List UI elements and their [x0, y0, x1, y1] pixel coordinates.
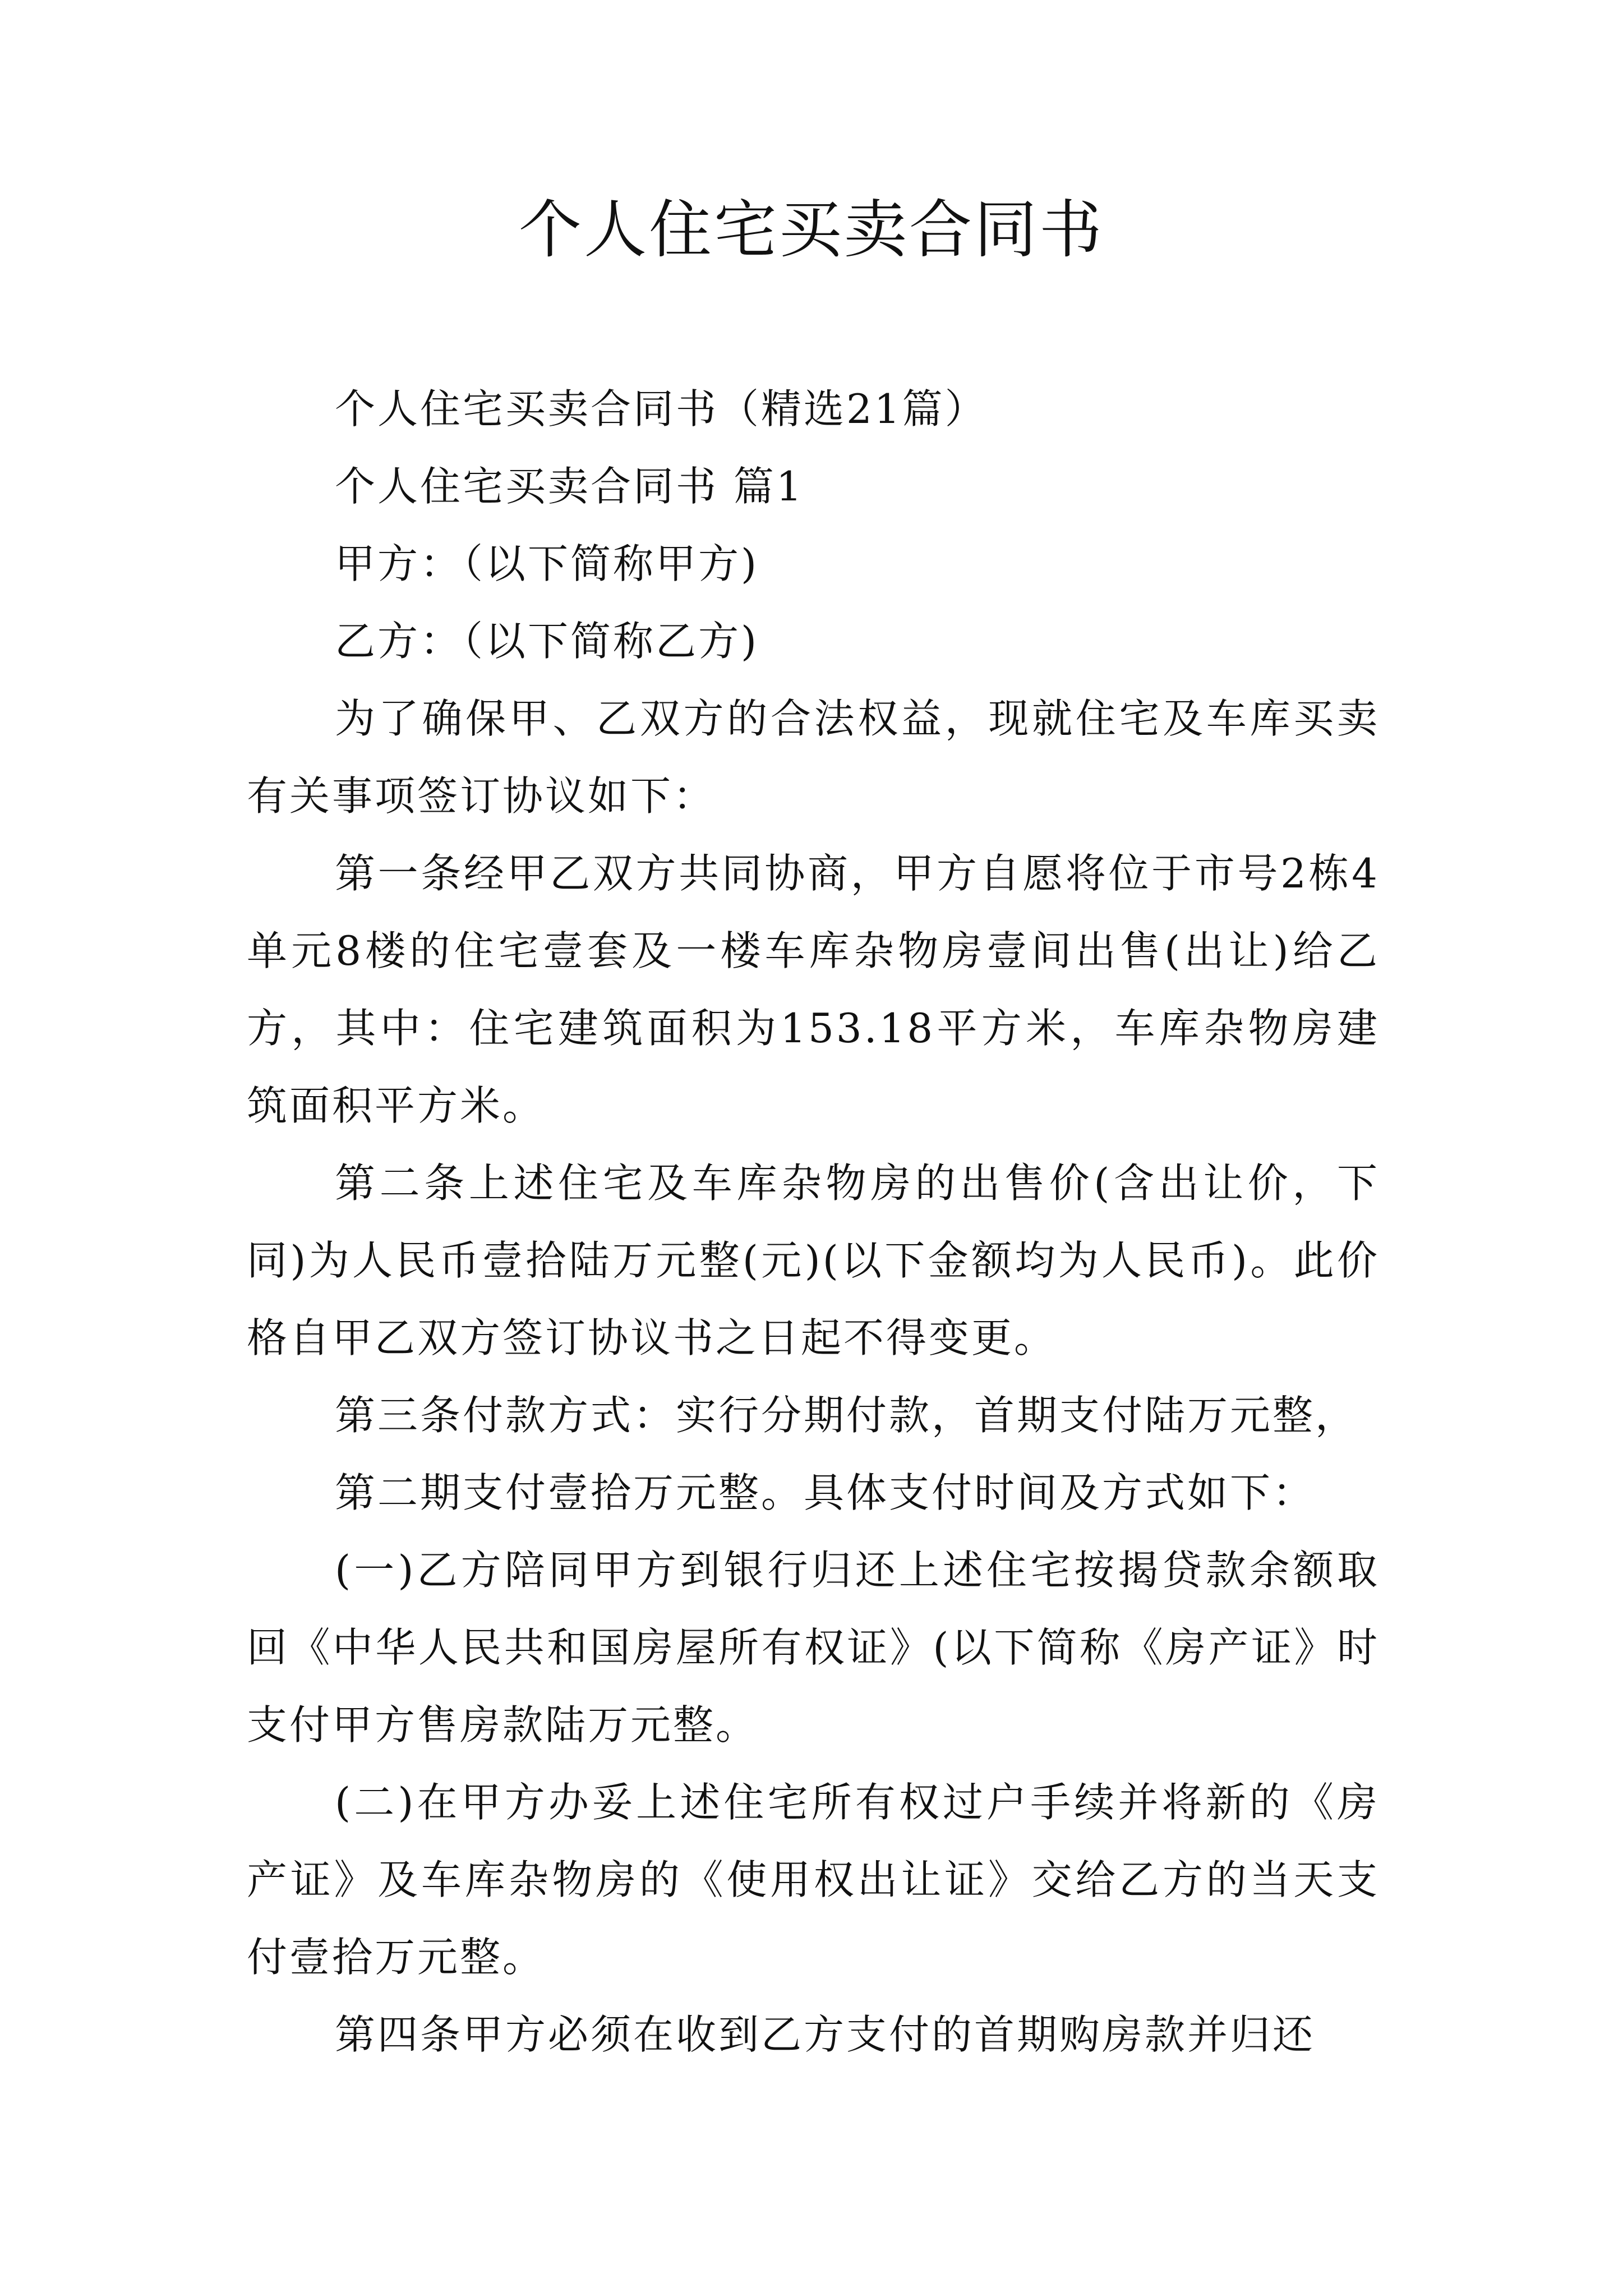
paragraph-preamble: 为了确保甲、乙双方的合法权益，现就住宅及车库买卖有关事项签订协议如下：	[247, 695, 1380, 820]
paragraph-subtitle: 个人住宅买卖合同书（精选21篇）	[335, 385, 988, 432]
paragraph-party-b: 乙方：（以下简称乙方)	[335, 618, 759, 665]
paragraph-section-heading: 个人住宅买卖合同书 篇1	[335, 463, 804, 510]
paragraph-article-3: 第三条付款方式：实行分期付款，首期支付陆万元整，	[335, 1392, 1358, 1439]
paragraph-party-a: 甲方：（以下简称甲方)	[335, 540, 759, 587]
paragraph-clause-1: (一)乙方陪同甲方到银行归还上述住宅按揭贷款余额取回《中华人民共和国房屋所有权证》(以下简称《房产证》时支付甲方售房款陆万元整。	[247, 1547, 1380, 1749]
document-body	[247, 370, 1380, 2073]
paragraph-article-1: 第一条经甲乙双方共同协商，甲方自愿将位于市号2栋4单元8楼的住宅壹套及一楼车库杂物房壹间出售(出让)给乙方，其中：住宅建筑面积为153.18平方米，车库杂物房建筑面积平方米。	[247, 850, 1380, 1129]
paragraph-article-2: 第二条上述住宅及车库杂物房的出售价(含出让价，下同)为人民币壹拾陆万元整(元)(以下金额均为人民币)。此价格自甲乙双方签订协议书之日起不得变更。	[247, 1159, 1380, 1361]
paragraph-article-3-cont: 第二期支付壹拾万元整。具体支付时间及方式如下：	[335, 1469, 1316, 1516]
document-title: 个人住宅买卖合同书	[519, 194, 1104, 266]
paragraph-clause-2: (二)在甲方办妥上述住宅所有权过户手续并将新的《房产证》及车库杂物房的《使用权出让证》交给乙方的当天支付壹拾万元整。	[247, 1779, 1380, 1981]
paragraph-article-4: 第四条甲方必须在收到乙方支付的首期购房款并归还	[335, 2011, 1316, 2058]
